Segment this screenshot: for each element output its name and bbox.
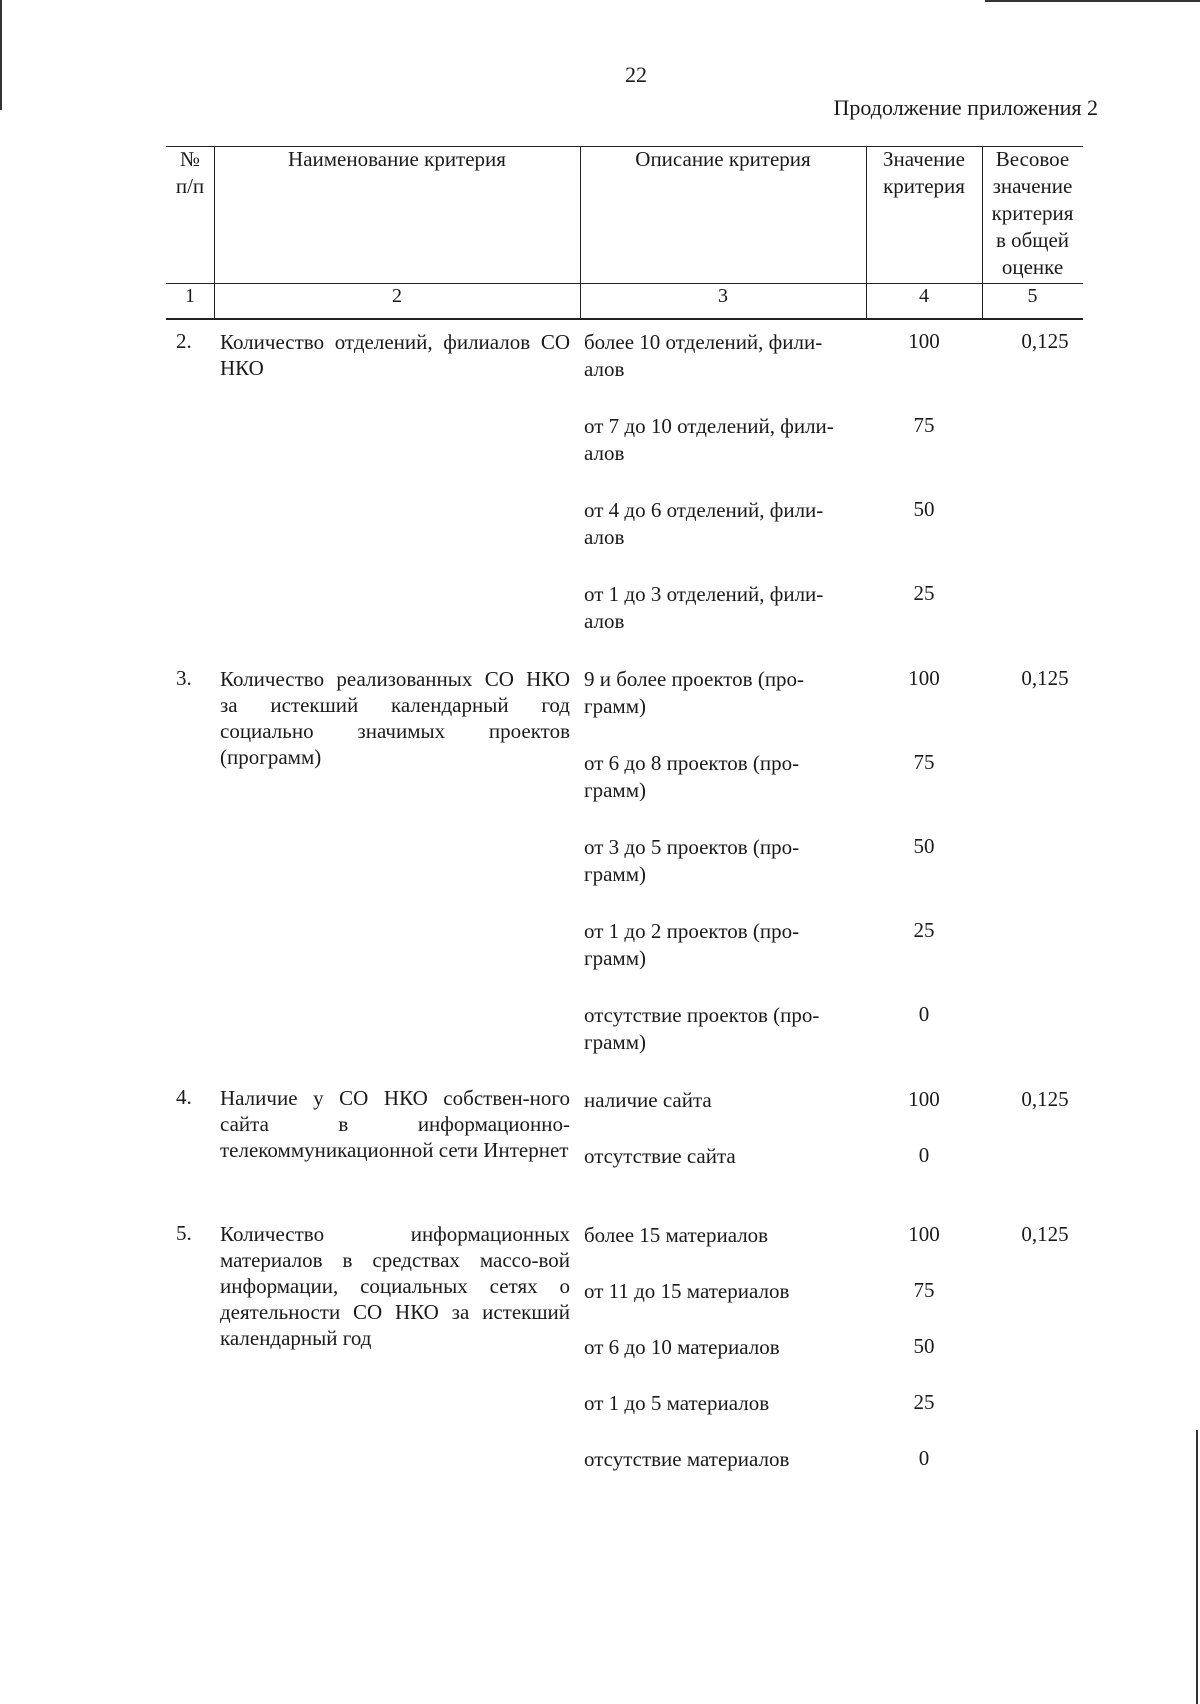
- option-value: 25: [913, 581, 935, 605]
- header-weight: Весовое значение критерия в общей оценке: [991, 147, 1074, 279]
- option-value: 50: [913, 497, 935, 521]
- criterion-name: Количество реализованных СО НКО за истекший календарный год социально значимых проектов (программ): [220, 667, 570, 769]
- option-value: 25: [913, 918, 935, 942]
- option-value: 75: [913, 413, 935, 437]
- option-value: 100: [908, 666, 940, 690]
- column-number: 3: [718, 285, 728, 307]
- page-number: 22: [625, 62, 647, 87]
- option-desc: от 6 до 8 проектов (про- грамм): [584, 751, 800, 802]
- option-desc: отсутствие проектов (про- грамм): [584, 1003, 820, 1054]
- option-desc: от 1 до 2 проектов (про- грамм): [584, 919, 800, 970]
- scan-edge-right: [1196, 1430, 1198, 1704]
- option-value: 50: [913, 1334, 935, 1358]
- option-desc: отсутствие материалов: [584, 1447, 790, 1471]
- row-number: 4.: [176, 1085, 192, 1109]
- option-desc: от 6 до 10 материалов: [584, 1335, 780, 1359]
- option-value: 75: [913, 1278, 935, 1302]
- criterion-name: Количество отделений, филиалов СО НКО: [220, 330, 570, 380]
- criterion-name: Наличие у СО НКО собствен-ного сайта в информационно-телекоммуникационной сети Интернет: [220, 1086, 570, 1162]
- option-desc: отсутствие сайта: [584, 1144, 736, 1168]
- header-desc: Описание критерия: [635, 147, 811, 171]
- option-value: 100: [908, 1222, 940, 1246]
- row-number: 5.: [176, 1221, 192, 1245]
- scan-edge-top: [985, 0, 1200, 2]
- option-value: 50: [913, 834, 935, 858]
- option-desc: от 1 до 5 материалов: [584, 1391, 770, 1415]
- option-value: 0: [918, 1143, 930, 1167]
- criterion-weight: 0,125: [1021, 1222, 1069, 1246]
- header-no: № п/п: [175, 147, 205, 198]
- option-desc: более 15 материалов: [584, 1223, 769, 1247]
- header-bottom-rule: [166, 318, 1083, 320]
- criterion-weight: 0,125: [1021, 666, 1069, 690]
- criterion-weight: 0,125: [1021, 1087, 1069, 1111]
- continuation-label: Продолжение приложения 2: [833, 95, 1098, 120]
- criterion-name: Количество информационных материалов в средствах массо-вой информации, социальных сетях о деятельности СО НКО за истекший календарный год: [220, 1222, 570, 1350]
- header-mid-rule: [166, 283, 1083, 284]
- option-value: 75: [913, 750, 935, 774]
- option-desc: 9 и более проектов (про- грамм): [584, 667, 805, 718]
- column-number: 1: [185, 285, 195, 307]
- option-desc: от 7 до 10 отделений, фили- алов: [584, 414, 834, 465]
- column-number: 5: [1027, 285, 1038, 307]
- option-desc: от 11 до 15 материалов: [584, 1279, 790, 1303]
- column-number: 4: [919, 285, 929, 307]
- option-desc: более 10 отделений, фили- алов: [584, 330, 823, 381]
- row-number: 3.: [176, 666, 192, 690]
- option-desc: от 3 до 5 проектов (про- грамм): [584, 835, 800, 886]
- option-value: 0: [918, 1002, 930, 1026]
- option-desc: от 4 до 6 отделений, фили- алов: [584, 498, 824, 549]
- header-name: Наименование критерия: [288, 147, 506, 171]
- option-value: 100: [908, 1087, 940, 1111]
- criterion-weight: 0,125: [1021, 329, 1069, 353]
- scan-edge-left: [0, 0, 2, 110]
- column-number: 2: [392, 285, 402, 307]
- option-desc: от 1 до 3 отделений, фили- алов: [584, 582, 824, 633]
- header-value: Значение критерия: [883, 147, 965, 198]
- option-desc: наличие сайта: [584, 1088, 712, 1112]
- table-header: [166, 146, 1083, 320]
- option-value: 100: [908, 329, 940, 353]
- row-number: 2.: [176, 329, 192, 353]
- option-value: 25: [913, 1390, 935, 1414]
- option-value: 0: [918, 1446, 930, 1470]
